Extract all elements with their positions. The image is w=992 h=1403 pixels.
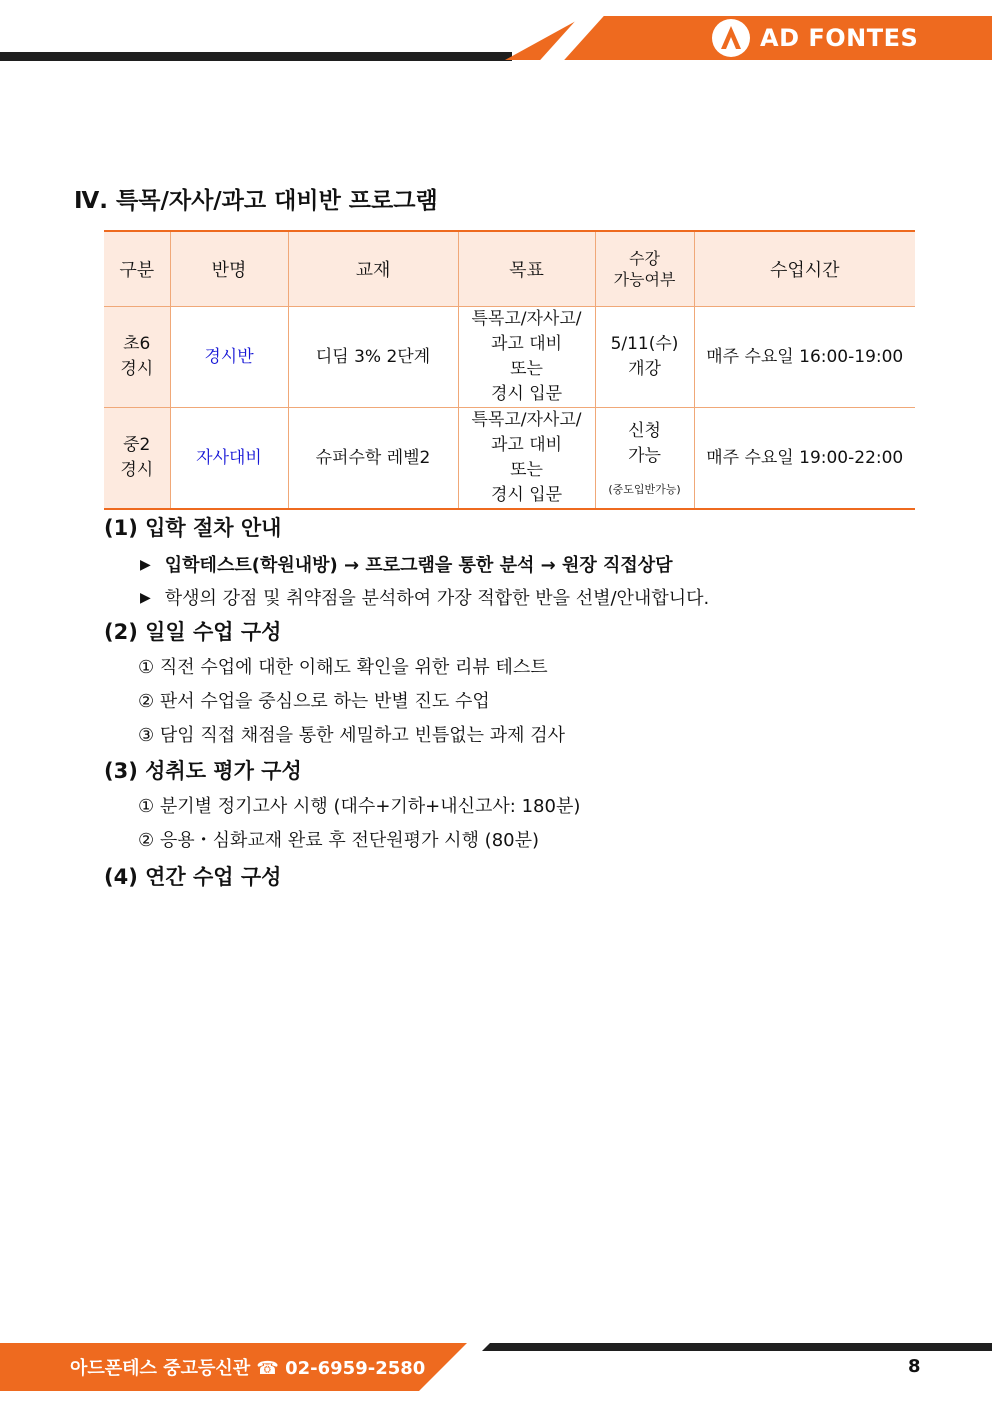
program-table	[104, 230, 915, 510]
goal-line: 과고 대비	[490, 435, 563, 455]
triangle-bullet-icon: ▶	[140, 557, 151, 573]
table-row	[104, 307, 915, 408]
row-category	[104, 408, 170, 510]
bullet-text: 학생의 강점 및 취약점을 분석하여 가장 적합한 반을 선별/안내합니다.	[164, 588, 710, 609]
list-item: ① 직전 수업에 대한 이해도 확인을 위한 리뷰 테스트	[138, 657, 548, 678]
row-class-name: 경시반	[170, 307, 288, 408]
goal-line: 또는	[510, 460, 543, 480]
category-line2: 경시	[120, 460, 154, 480]
row-textbook: 디딤 3% 2단계	[288, 307, 458, 408]
page-number: 8	[908, 1356, 921, 1377]
category-line1: 중2	[123, 435, 151, 455]
section-heading-annual: (4) 연간 수업 구성	[104, 865, 282, 889]
list-item: ① 분기별 정기고사 시행 (대수+기하+내신고사: 180분)	[138, 796, 581, 817]
bullet-item	[140, 584, 709, 610]
header-category: 구분	[104, 231, 170, 307]
section-heading-admission: (1) 입학 절차 안내	[104, 516, 282, 540]
goal-line: 과고 대비	[490, 334, 563, 354]
availability-note: (중도입반가능)	[608, 483, 681, 496]
bullet-text: 입학테스트(학원내방) → 프로그램을 통한 분석 → 원장 직접상담	[164, 555, 673, 576]
logo-text: AD FONTES	[760, 24, 919, 52]
header-schedule: 수업시간	[694, 231, 915, 307]
row-availability	[595, 307, 694, 408]
header-class-name: 반명	[170, 231, 288, 307]
header-availability	[595, 231, 694, 307]
row-schedule: 매주 수요일 19:00-22:00	[694, 408, 915, 510]
goal-line: 또는	[510, 359, 543, 379]
footer-bar	[482, 1343, 992, 1351]
availability-line1: 5/11(수)	[610, 334, 679, 354]
bullet-item	[140, 551, 673, 577]
row-goal	[458, 307, 595, 408]
list-item: ② 응용・심화교재 완료 후 전단원평가 시행 (80분)	[138, 830, 540, 851]
availability-line2: 가능	[628, 446, 661, 466]
category-line2: 경시	[120, 359, 154, 379]
row-availability	[595, 408, 694, 510]
row-schedule: 매주 수요일 16:00-19:00	[694, 307, 915, 408]
triangle-bullet-icon: ▶	[140, 590, 151, 606]
logo	[712, 18, 918, 58]
header-goal: 목표	[458, 231, 595, 307]
header-availability-line1: 수강	[629, 249, 660, 268]
row-textbook: 슈퍼수학 레벨2	[288, 408, 458, 510]
page-title: Ⅳ. 특목/자사/과고 대비반 프로그램	[74, 188, 438, 214]
table-row	[104, 408, 915, 510]
goal-line: 특목고/자사고/	[471, 309, 582, 329]
list-item: ② 판서 수업을 중심으로 하는 반별 진도 수업	[138, 691, 490, 712]
row-class-name: 자사대비	[170, 408, 288, 510]
header-availability-line2: 가능여부	[613, 270, 676, 289]
table-header-row	[104, 231, 915, 307]
header-textbook: 교재	[288, 231, 458, 307]
goal-line: 경시 입문	[490, 384, 563, 404]
availability-line2: 개강	[628, 359, 661, 379]
row-goal	[458, 408, 595, 510]
row-category	[104, 307, 170, 408]
header-bar	[0, 52, 512, 61]
section-heading-evaluation: (3) 성취도 평가 구성	[104, 759, 302, 783]
goal-line: 특목고/자사고/	[471, 410, 582, 430]
list-item: ③ 담임 직접 채점을 통한 세밀하고 빈틈없는 과제 검사	[138, 725, 566, 746]
availability-line1: 신청	[628, 421, 661, 441]
category-line1: 초6	[123, 334, 151, 354]
ad-fontes-logo-icon	[712, 19, 750, 57]
section-heading-daily: (2) 일일 수업 구성	[104, 620, 282, 644]
goal-line: 경시 입문	[490, 485, 563, 505]
footer-contact: 아드폰테스 중고등신관 ☎ 02-6959-2580	[70, 1358, 426, 1379]
